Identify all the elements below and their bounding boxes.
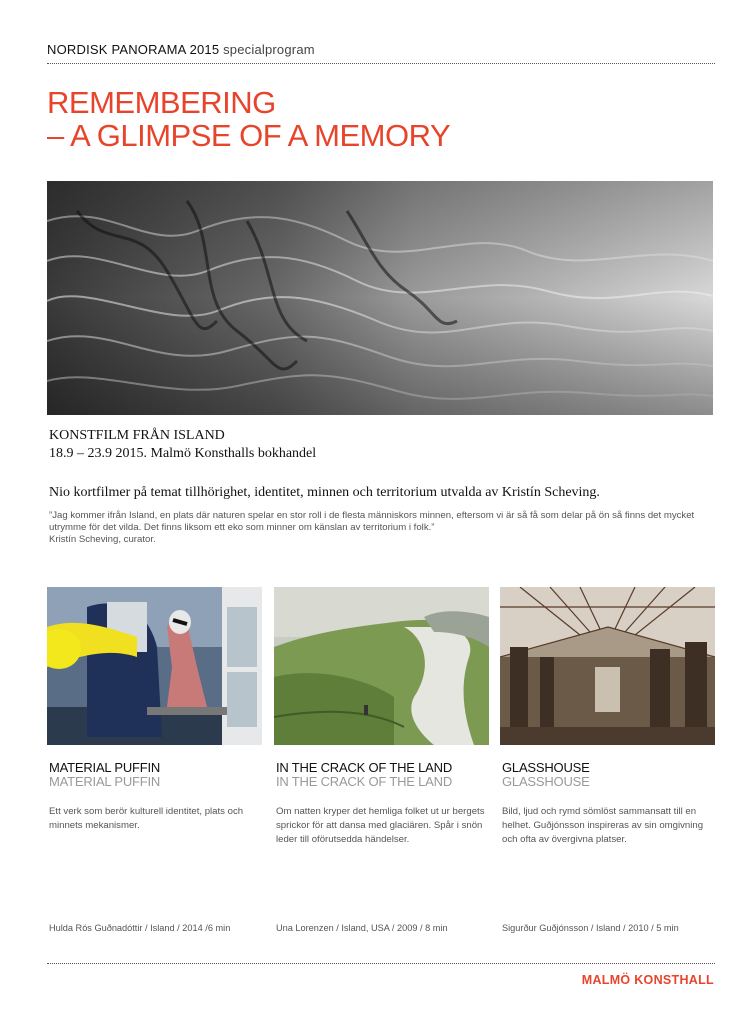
film-description: Ett verk som berör kulturell identitet, plats och minnets mekanismer. — [49, 806, 244, 831]
quote-author: Kristín Scheving, curator. — [49, 534, 156, 545]
film-still-glasshouse — [500, 587, 715, 745]
film-title-repeat: GLASSHOUSE — [502, 774, 590, 789]
film-card-material-puffin — [47, 587, 262, 933]
film-title-repeat: IN THE CRACK OF THE LAND — [276, 774, 453, 789]
film-card-in-the-crack-of-the-land — [274, 587, 489, 933]
film-title: IN THE CRACK OF THE LAND — [276, 760, 453, 775]
film-description: Bild, ljud och rymd sömlöst sammansatt till en helhet. Guðjónsson inspireras av sin omgivning och ofta av övergivna platser. — [502, 806, 704, 845]
film-title: MATERIAL PUFFIN — [49, 760, 161, 775]
bottom-divider — [47, 963, 715, 964]
program-label: specialprogram — [223, 42, 315, 57]
event-dates: 18.9 – 23.9 2015. Malmö Konsthalls bokhandel — [49, 446, 317, 461]
curator-quote — [49, 510, 719, 546]
film-title-repeat: MATERIAL PUFFIN — [49, 774, 161, 789]
film-credit: Hulda Rós Guðnadóttir / Island / 2014 /6 min — [49, 923, 231, 933]
festival-name: NORDISK PANORAMA 2015 — [47, 42, 220, 57]
film-card-glasshouse — [500, 587, 715, 933]
top-divider — [47, 63, 715, 64]
film-still-material-puffin — [47, 587, 262, 745]
film-still-in-the-crack-of-the-land — [274, 587, 489, 745]
quote-text: ”Jag kommer ifrån Island, en plats där naturen spelar en stor roll i de flesta människors minnen, eftersom vi är så få som delar på ön så finns det mycket utrymme för det vilda. Det finns liksom ett eko som minner om känslan av territorium i folk.” — [49, 510, 695, 533]
film-description: Om natten kryper det hemliga folket ut ur bergets sprickor för att dansa med glaciären. Spår i snön leder till oförutsedda händelser. — [276, 806, 485, 845]
program-header — [47, 42, 315, 57]
film-credit: Una Lorenzen / Island, USA / 2009 / 8 min — [276, 923, 448, 933]
title-line-1: REMEMBERING — [47, 85, 276, 120]
event-subtitle: KONSTFILM FRÅN ISLAND — [49, 428, 225, 443]
film-credit: Sigurður Guðjónsson / Island / 2010 / 5 min — [502, 923, 679, 933]
page-title — [47, 86, 450, 152]
event-lead: Nio kortfilmer på temat tillhörighet, identitet, minnen och territorium utvalda av Kristín Scheving. — [49, 485, 600, 500]
title-line-2: – A GLIMPSE OF A MEMORY — [47, 118, 451, 153]
hero-image — [47, 181, 713, 415]
malmo-konsthall-logo[interactable]: MALMÖ KONSTHALL — [581, 973, 714, 987]
film-title: GLASSHOUSE — [502, 760, 590, 775]
